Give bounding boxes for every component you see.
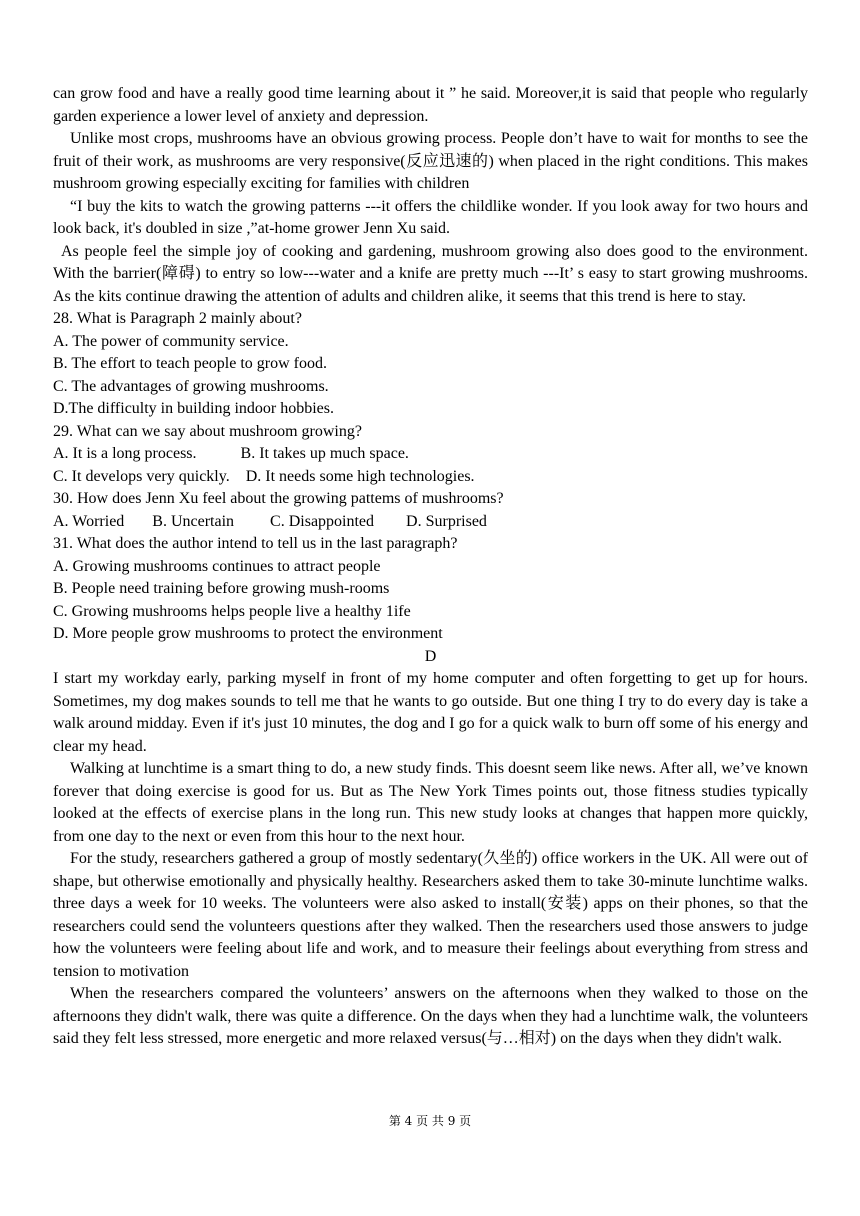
passage-d-paragraph: When the researchers compared the volunteers’ answers on the afternoons when they walked to those on the afternoons they didn't walk, there was quite a difference. On the days when they had a lunchtime walk, the volunteers said they felt less stressed, more energetic and more relaxed versus(与…相对) on the days when they didn't walk. bbox=[53, 985, 808, 1047]
passage-c-paragraph: As people feel the simple joy of cooking and gardening, mushroom growing also does good to the environment. With the barrier(障碍) to entry so low---water and a knife are pretty much ---It’ s easy to start growing mushrooms. As the kits continue drawing the attention of adults and children alike, it seems that this trend is here to stay. bbox=[53, 242, 808, 305]
question-option: B. People need training before growing mush-rooms bbox=[53, 580, 390, 597]
question-option: A. Growing mushrooms continues to attract people bbox=[53, 557, 381, 575]
passage-d-paragraph: Walking at lunchtime is a smart thing to do, a new study finds. This doesnt seem like news. After all, we’ve known forever that doing exercise is good for us. But as The New York Times points out, those fitness studies typically looked at the effects of exercise plans in the long run. This new study looks at changes that happen more quickly, from one day to the next or even from this hour to the next hour. bbox=[53, 760, 808, 845]
question-stem: 29. What can we say about mushroom growing? bbox=[53, 422, 362, 440]
passage-c-paragraph: Unlike most crops, mushrooms have an obvious growing process. People don’t have to wait for months to see the fruit of their work, as mushrooms are very responsive(反应迅速的) when placed in the right conditions. This makes mushroom growing especially exciting for families with children bbox=[53, 130, 808, 192]
passage-d-paragraph: For the study, researchers gathered a group of mostly sedentary(久坐的) office workers in the UK. All were out of shape, but otherwise emotionally and physically healthy. Researchers asked them to take 30-minute lunchtime walks. three days a week for 10 weeks. The volunteers were also asked to install(安装) apps on their phones, so that the researchers could send the volunteers questions after they walked. Then the researchers used those answers to judge how the volunteers were feeling about life and work, and to measure their feelings about everything from stress and tension to motivation bbox=[53, 850, 808, 980]
question-option: C. The advantages of growing mushrooms. bbox=[53, 377, 329, 395]
page-footer: 第 4 页 共 9 页 bbox=[388, 1114, 472, 1128]
question-option: D. More people grow mushrooms to protect the environment bbox=[53, 625, 443, 642]
question-stem: 31. What does the author intend to tell us in the last paragraph? bbox=[53, 535, 458, 552]
question-30 bbox=[53, 488, 808, 533]
question-28 bbox=[53, 308, 808, 421]
question-stem: 28. What is Paragraph 2 mainly about? bbox=[53, 310, 302, 327]
document-page bbox=[53, 83, 808, 1051]
question-option: A. Worried B. Uncertain C. Disappointed D. Surprised bbox=[53, 512, 487, 530]
question-stem: 30. How does Jenn Xu feel about the growing pattems of mushrooms? bbox=[53, 490, 504, 507]
question-option: A. It is a long process. B. It takes up much space. bbox=[53, 445, 409, 462]
question-option: C. Growing mushrooms helps people live a healthy 1ife bbox=[53, 602, 411, 620]
question-option: A. The power of community service. bbox=[53, 332, 289, 350]
passage-c-paragraph: “I buy the kits to watch the growing patterns ---it offers the childlike wonder. If you look away for two hours and look back, it's doubled in size ,”at-home grower Jenn Xu said. bbox=[53, 197, 808, 237]
question-29 bbox=[53, 421, 808, 489]
passage-d-paragraph: I start my workday early, parking myself in front of my home computer and often forgetting to get up for hours. Sometimes, my dog makes sounds to tell me that he wants to go outside. But one thing I try to do every day is take a walk around midday. Even if it's just 10 minutes, the dog and I go for a quick walk to burn off some of his energy and clear my head. bbox=[53, 670, 808, 755]
passage-c-paragraph: can grow food and have a really good time learning about it ” he said. Moreover,it is said that people who regularly garden experience a lower level of anxiety and depression. bbox=[53, 85, 808, 125]
question-option: C. It develops very quickly. D. It needs some high technologies. bbox=[53, 467, 475, 485]
question-option: B. The effort to teach people to grow food. bbox=[53, 355, 327, 372]
question-option: D.The difficulty in building indoor hobbies. bbox=[53, 400, 335, 417]
section-heading: D bbox=[424, 647, 437, 665]
question-31 bbox=[53, 533, 808, 646]
